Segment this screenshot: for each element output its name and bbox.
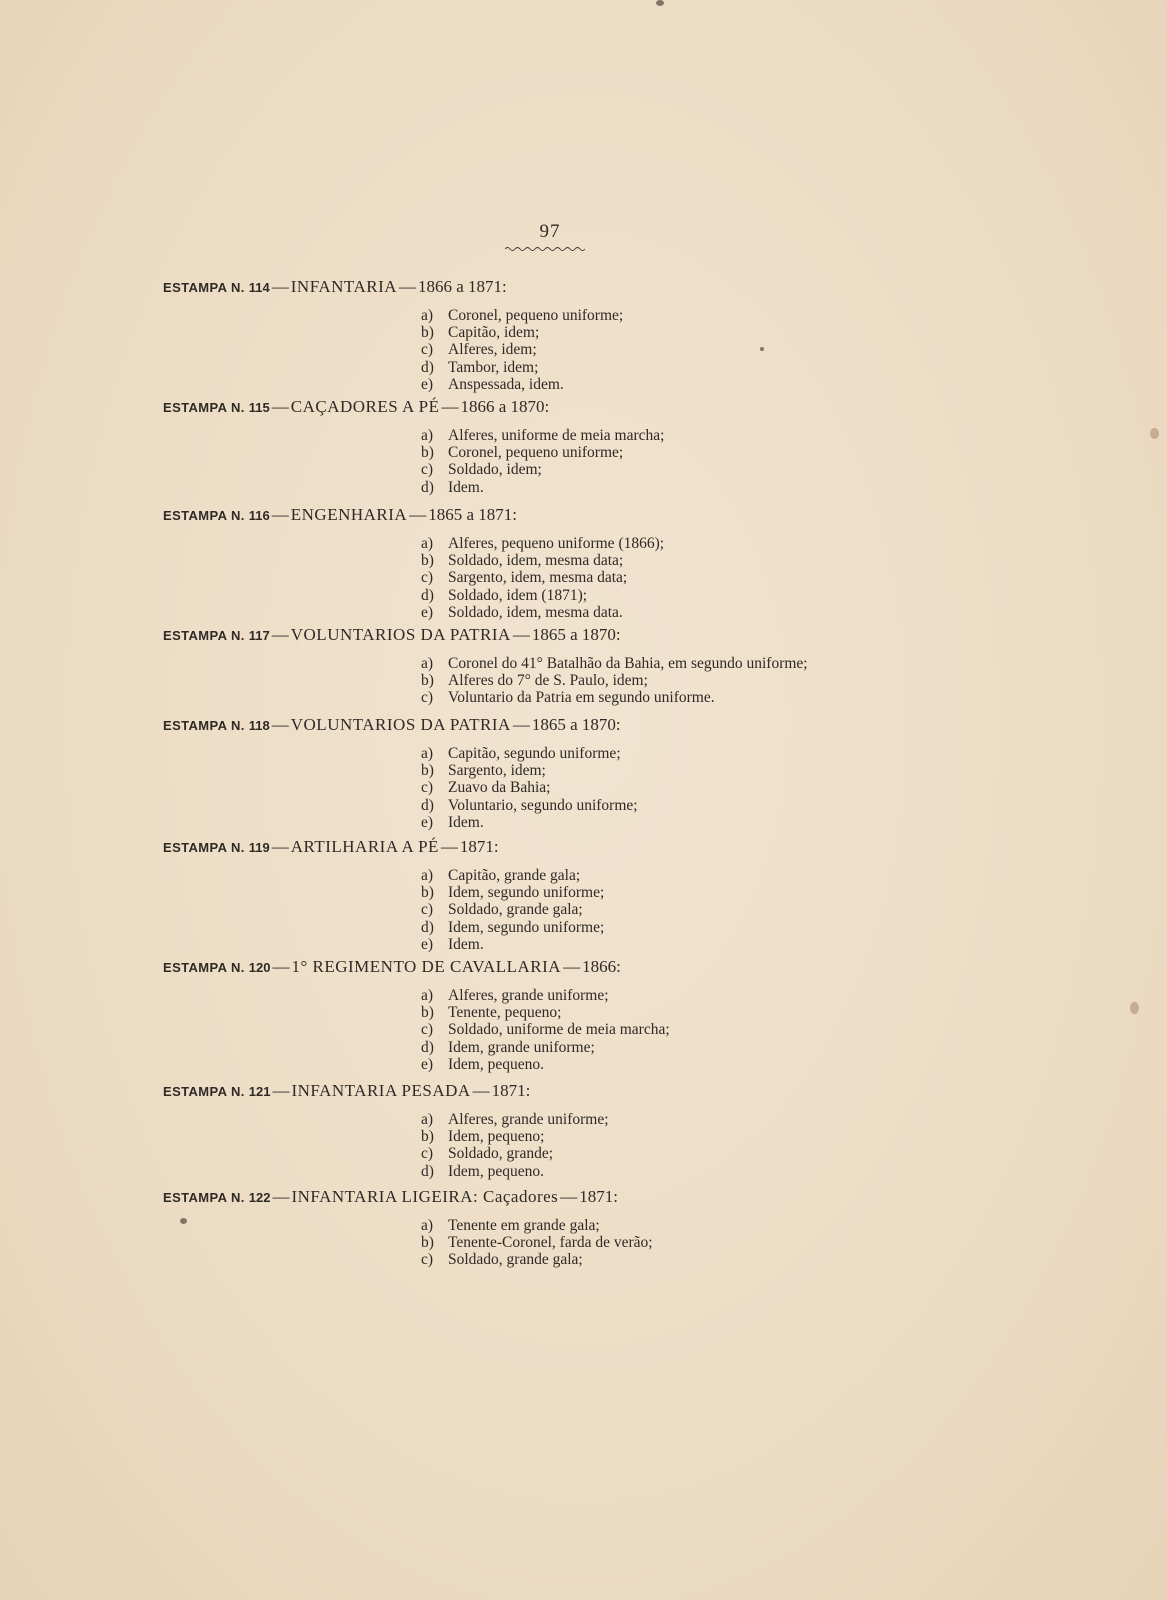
item-text: Soldado, grande gala; xyxy=(448,901,583,919)
plate-title: INFANTARIA PESADA xyxy=(291,1081,471,1100)
item-letter: a) xyxy=(421,987,434,1004)
item-letter: c) xyxy=(421,689,434,707)
item-text: Alferes, idem; xyxy=(448,341,537,359)
item-letter: b) xyxy=(421,1128,434,1146)
item-letter: d) xyxy=(421,586,434,604)
plate-title: VOLUNTARIOS DA PATRIA xyxy=(290,715,511,734)
plate-dates: 1866: xyxy=(582,957,621,976)
plate-number: 116 xyxy=(248,508,270,523)
item-letter: b) xyxy=(421,1004,434,1022)
plate-item xyxy=(421,762,1063,779)
item-text: Soldado, idem, mesma data; xyxy=(448,552,624,570)
plate-title: ARTILHARIA A PÉ xyxy=(290,837,439,856)
item-text: Alferes do 7° de S. Paulo, idem; xyxy=(448,672,648,690)
item-text: Voluntario, segundo uniforme; xyxy=(448,796,638,814)
plate-item xyxy=(421,689,1063,706)
plate-section xyxy=(163,396,1063,496)
plate-item xyxy=(421,1004,1063,1021)
item-letter: b) xyxy=(421,1234,434,1252)
plate-item xyxy=(421,867,1063,884)
item-text: Anspessada, idem. xyxy=(448,375,564,393)
item-text: Idem, pequeno. xyxy=(448,1055,544,1073)
plate-items xyxy=(163,655,1063,707)
plate-item xyxy=(421,587,1063,604)
plate-heading: ESTAMPA N. 116 — ENGENHARIA — 1865 a 1871: xyxy=(163,505,517,524)
plate-title: ENGENHARIA xyxy=(290,505,408,524)
plate-title: CAÇADORES A PÉ xyxy=(290,397,440,416)
item-text: Sargento, idem, mesma data; xyxy=(448,569,628,587)
item-letter: b) xyxy=(421,552,434,570)
plate-item xyxy=(421,341,1063,358)
plate-section xyxy=(163,956,1063,1073)
plate-item xyxy=(421,479,1063,496)
item-letter: c) xyxy=(421,1021,434,1039)
item-letter: c) xyxy=(421,901,434,919)
plate-number: 122 xyxy=(248,1190,271,1205)
item-letter: d) xyxy=(421,1038,434,1056)
item-letter: b) xyxy=(421,762,434,780)
plate-item xyxy=(421,461,1063,478)
item-letter: c) xyxy=(421,569,434,587)
paper-speck xyxy=(656,0,664,6)
plate-heading: ESTAMPA N. 115 — CAÇADORES A PÉ — 1866 a 1870: xyxy=(163,397,550,416)
item-text: Tambor, idem; xyxy=(448,358,539,376)
plate-item xyxy=(421,655,1063,672)
item-letter: a) xyxy=(421,867,434,884)
plate-item xyxy=(421,1128,1063,1145)
item-letter: d) xyxy=(421,358,434,376)
plate-heading: ESTAMPA N. 118 — VOLUNTARIOS DA PATRIA — 1865 a 1870: xyxy=(163,715,621,734)
item-letter: a) xyxy=(421,307,434,324)
plate-dates: 1866 a 1870: xyxy=(460,397,550,416)
item-letter: d) xyxy=(421,478,434,496)
plate-item xyxy=(421,1021,1063,1038)
plate-item xyxy=(421,552,1063,569)
plate-item xyxy=(421,901,1063,918)
plate-item xyxy=(421,535,1063,552)
plate-dates: 1866 a 1871: xyxy=(418,277,507,296)
item-text: Soldado, uniforme de meia marcha; xyxy=(448,1021,670,1039)
item-letter: a) xyxy=(421,1217,434,1234)
page-number: 97 xyxy=(539,221,561,242)
plate-heading: ESTAMPA N. 120 — 1° REGIMENTO DE CAVALLARIA — 1866: xyxy=(163,957,621,976)
item-text: Idem, pequeno. xyxy=(448,1162,544,1180)
plate-items xyxy=(163,427,1063,496)
plate-heading: ESTAMPA N. 117 — VOLUNTARIOS DA PATRIA — 1865 a 1870: xyxy=(163,625,621,644)
plate-label: ESTAMPA N. xyxy=(163,1190,245,1205)
item-text: Capitão, grande gala; xyxy=(448,867,581,884)
plate-item xyxy=(421,427,1063,444)
item-letter: e) xyxy=(421,603,434,621)
plate-number: 118 xyxy=(248,718,270,733)
plate-item xyxy=(421,1111,1063,1128)
plate-dates: 1871: xyxy=(459,837,499,856)
plate-number: 120 xyxy=(248,960,271,975)
item-text: Tenente-Coronel, farda de verão; xyxy=(448,1234,653,1252)
item-text: Tenente, pequeno; xyxy=(448,1004,562,1022)
plate-title: VOLUNTARIOS DA PATRIA xyxy=(290,625,511,644)
item-letter: e) xyxy=(421,375,434,393)
plate-dates: 1871: xyxy=(491,1081,531,1100)
item-text: Idem, pequeno; xyxy=(448,1128,545,1146)
plate-label: ESTAMPA N. xyxy=(163,960,245,975)
plate-item xyxy=(421,359,1063,376)
item-letter: a) xyxy=(421,535,434,552)
plate-items xyxy=(163,535,1063,621)
item-text: Tenente em grande gala; xyxy=(448,1217,600,1234)
item-text: Alferes, grande uniforme; xyxy=(448,1111,609,1128)
plate-item xyxy=(421,324,1063,341)
plate-item xyxy=(421,797,1063,814)
plate-item xyxy=(421,987,1063,1004)
plate-section xyxy=(163,1186,1063,1269)
plate-label: ESTAMPA N. xyxy=(163,718,245,733)
plate-item xyxy=(421,936,1063,953)
item-text: Idem, segundo uniforme; xyxy=(448,918,605,936)
item-text: Coronel, pequeno uniforme; xyxy=(448,444,624,462)
plate-item xyxy=(421,1217,1063,1234)
plate-item xyxy=(421,1251,1063,1268)
item-text: Alferes, grande uniforme; xyxy=(448,987,609,1004)
plate-item xyxy=(421,745,1063,762)
item-text: Idem. xyxy=(448,813,484,831)
paper-speck xyxy=(180,1218,187,1224)
item-letter: b) xyxy=(421,672,434,690)
plate-item xyxy=(421,1234,1063,1251)
item-letter: d) xyxy=(421,796,434,814)
item-letter: c) xyxy=(421,1251,434,1269)
plate-heading: ESTAMPA N. 114 — INFANTARIA — 1866 a 1871: xyxy=(163,277,507,296)
plate-section xyxy=(163,276,1063,393)
plate-number: 115 xyxy=(248,400,270,415)
item-letter: e) xyxy=(421,935,434,953)
item-letter: e) xyxy=(421,1055,434,1073)
plate-title: INFANTARIA LIGEIRA: Caçadores xyxy=(291,1187,559,1206)
item-text: Alferes, uniforme de meia marcha; xyxy=(448,427,665,444)
plate-label: ESTAMPA N. xyxy=(163,1084,245,1099)
plate-section xyxy=(163,624,1063,707)
plate-label: ESTAMPA N. xyxy=(163,840,245,855)
plate-item xyxy=(421,307,1063,324)
plate-item xyxy=(421,919,1063,936)
item-text: Idem. xyxy=(448,478,484,496)
plate-number: 117 xyxy=(248,628,270,643)
item-text: Capitão, idem; xyxy=(448,324,540,342)
item-text: Alferes, pequeno uniforme (1866); xyxy=(448,535,665,552)
item-text: Soldado, idem, mesma data. xyxy=(448,603,623,621)
plate-item xyxy=(421,884,1063,901)
plate-title: INFANTARIA xyxy=(290,277,398,296)
plate-number: 121 xyxy=(248,1084,271,1099)
plate-heading: ESTAMPA N. 122 — INFANTARIA LIGEIRA: Caçadores — 1871: xyxy=(163,1187,619,1206)
plate-heading: ESTAMPA N. 119 — ARTILHARIA A PÉ — 1871: xyxy=(163,837,499,856)
item-letter: a) xyxy=(421,427,434,444)
item-letter: d) xyxy=(421,918,434,936)
item-letter: d) xyxy=(421,1162,434,1180)
plate-items xyxy=(163,1217,1063,1269)
plate-item xyxy=(421,814,1063,831)
item-letter: c) xyxy=(421,779,434,797)
plate-number: 114 xyxy=(248,280,270,295)
plate-section xyxy=(163,1080,1063,1180)
plate-items xyxy=(163,987,1063,1073)
plate-item xyxy=(421,672,1063,689)
plate-items xyxy=(163,1111,1063,1180)
plate-label: ESTAMPA N. xyxy=(163,508,245,523)
plate-section xyxy=(163,714,1063,831)
item-letter: c) xyxy=(421,461,434,479)
plate-item xyxy=(421,376,1063,393)
paper-speck xyxy=(760,347,764,351)
plate-item xyxy=(421,444,1063,461)
item-letter: e) xyxy=(421,813,434,831)
item-text: Idem, segundo uniforme; xyxy=(448,884,605,902)
plate-dates: 1871: xyxy=(579,1187,619,1206)
item-text: Soldado, grande; xyxy=(448,1145,554,1163)
item-text: Idem, grande uniforme; xyxy=(448,1038,595,1056)
item-text: Sargento, idem; xyxy=(448,762,546,780)
item-letter: b) xyxy=(421,324,434,342)
paper-speck xyxy=(1130,1002,1139,1014)
plate-item xyxy=(421,1039,1063,1056)
item-text: Soldado, idem (1871); xyxy=(448,586,588,604)
plate-section xyxy=(163,504,1063,621)
plate-items xyxy=(163,745,1063,831)
item-text: Soldado, idem; xyxy=(448,461,542,479)
item-text: Capitão, segundo uniforme; xyxy=(448,745,621,762)
item-letter: b) xyxy=(421,884,434,902)
item-letter: a) xyxy=(421,1111,434,1128)
item-letter: c) xyxy=(421,341,434,359)
item-letter: c) xyxy=(421,1145,434,1163)
plate-item xyxy=(421,569,1063,586)
plate-item xyxy=(421,1056,1063,1073)
item-letter: b) xyxy=(421,444,434,462)
plate-dates: 1865 a 1870: xyxy=(531,625,621,644)
plate-items xyxy=(163,307,1063,393)
plate-label: ESTAMPA N. xyxy=(163,400,245,415)
item-letter: a) xyxy=(421,745,434,762)
plate-item xyxy=(421,604,1063,621)
plate-item xyxy=(421,1163,1063,1180)
plate-label: ESTAMPA N. xyxy=(163,628,245,643)
plate-title: 1° REGIMENTO DE CAVALLARIA xyxy=(291,957,562,976)
plate-section xyxy=(163,836,1063,953)
item-letter: a) xyxy=(421,655,434,672)
item-text: Zuavo da Bahia; xyxy=(448,779,551,797)
plate-heading: ESTAMPA N. 121 — INFANTARIA PESADA — 1871: xyxy=(163,1081,531,1100)
plate-dates: 1865 a 1870: xyxy=(531,715,621,734)
plate-item xyxy=(421,779,1063,796)
item-text: Coronel do 41° Batalhão da Bahia, em segundo uniforme; xyxy=(448,655,808,672)
item-text: Coronel, pequeno uniforme; xyxy=(448,307,624,324)
plate-dates: 1865 a 1871: xyxy=(428,505,517,524)
plate-number: 119 xyxy=(248,840,270,855)
plate-item xyxy=(421,1145,1063,1162)
wavy-rule-ornament xyxy=(505,246,585,252)
plate-items xyxy=(163,867,1063,953)
item-text: Soldado, grande gala; xyxy=(448,1251,583,1269)
item-text: Voluntario da Patria em segundo uniforme. xyxy=(448,689,715,707)
paper-speck xyxy=(1150,428,1159,439)
item-text: Idem. xyxy=(448,935,484,953)
plate-label: ESTAMPA N. xyxy=(163,280,245,295)
